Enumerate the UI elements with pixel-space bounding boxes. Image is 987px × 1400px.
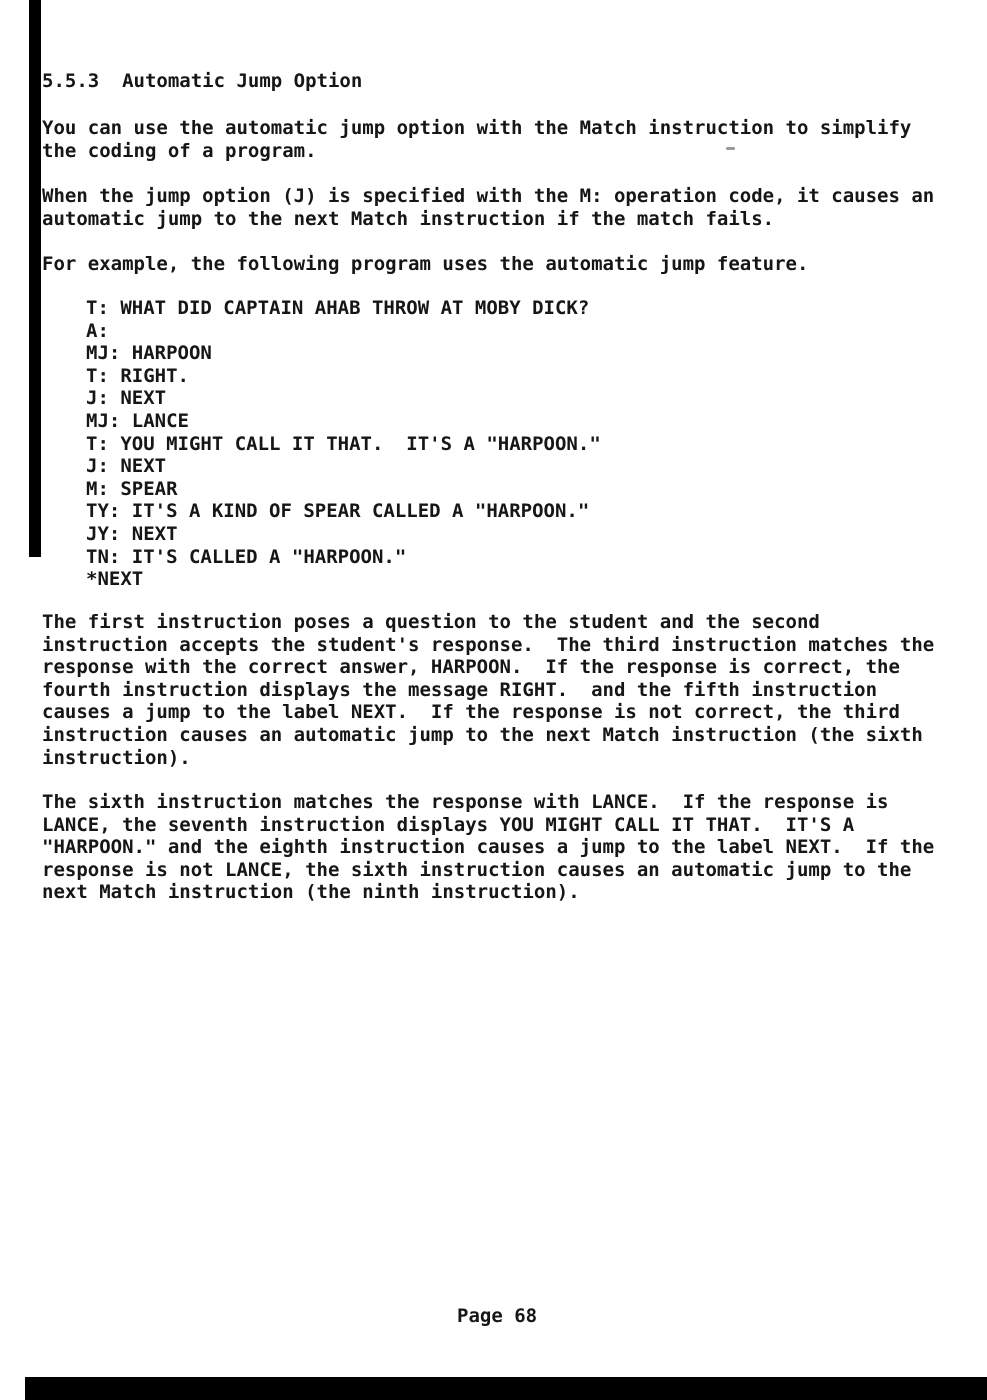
text-line: *NEXT <box>86 568 144 591</box>
text-line: A: <box>86 319 109 342</box>
text-line: the coding of a program. <box>42 139 317 162</box>
text-line: next Match instruction (the ninth instruction). <box>42 881 580 904</box>
text-line: instruction accepts the student's response. The third instruction matches the <box>42 633 935 656</box>
text-line: MJ: LANCE <box>86 409 189 432</box>
text-line: TY: IT'S A KIND OF SPEAR CALLED A "HARPOON." <box>86 500 590 523</box>
paragraph-intro-2 <box>42 185 934 230</box>
text-line: The first instruction poses a question to the student and the second <box>42 611 820 633</box>
text-line: LANCE, the seventh instruction displays YOU MIGHT CALL IT THAT. IT'S A <box>42 813 855 836</box>
text-line: response is not LANCE, the sixth instruction causes an automatic jump to the <box>42 858 912 881</box>
text-line: T: WHAT DID CAPTAIN AHAB THROW AT MOBY DICK? <box>86 297 590 319</box>
text-line: causes a jump to the label NEXT. If the response is not correct, the third <box>42 701 900 724</box>
text-line: instruction causes an automatic jump to the next Match instruction (the sixth <box>42 723 923 746</box>
text-line: For example, the following program uses the automatic jump feature. <box>42 253 809 275</box>
text-line: You can use the automatic jump option with the Match instruction to simplify <box>42 117 912 139</box>
text-line: response with the correct answer, HARPOON. If the response is correct, the <box>42 656 900 679</box>
paragraph-intro-1 <box>42 117 911 162</box>
scan-artifact-left-bar <box>29 0 41 557</box>
text-line: T: YOU MIGHT CALL IT THAT. IT'S A "HARPOON." <box>86 432 601 455</box>
page-number: Page 68 <box>457 1305 538 1327</box>
text-line: M: SPEAR <box>86 477 178 500</box>
text-line: T: RIGHT. <box>86 364 189 387</box>
text-line: JY: NEXT <box>86 522 178 545</box>
text-line: The sixth instruction matches the response with LANCE. If the response is <box>42 791 889 813</box>
paragraph-explanation-2 <box>42 791 934 904</box>
paragraph-intro-3 <box>42 253 808 276</box>
text-line: J: NEXT <box>86 387 167 410</box>
text-line: J: NEXT <box>86 455 167 478</box>
program-listing <box>86 297 601 591</box>
text-line: TN: IT'S CALLED A "HARPOON." <box>86 545 407 568</box>
text-line: "HARPOON." and the eighth instruction causes a jump to the label NEXT. If the <box>42 836 935 859</box>
text-line: MJ: HARPOON <box>86 342 212 365</box>
text-line: instruction). <box>42 746 191 769</box>
scan-artifact-bottom-bar <box>25 1377 987 1400</box>
text-line: fourth instruction displays the message RIGHT. and the fifth instruction <box>42 678 878 701</box>
text-line: automatic jump to the next Match instruction if the match fails. <box>42 207 775 230</box>
section-heading: 5.5.3 Automatic Jump Option <box>42 70 363 92</box>
paragraph-explanation-1 <box>42 611 934 769</box>
text-line: When the jump option (J) is specified with the M: operation code, it causes an <box>42 185 935 207</box>
